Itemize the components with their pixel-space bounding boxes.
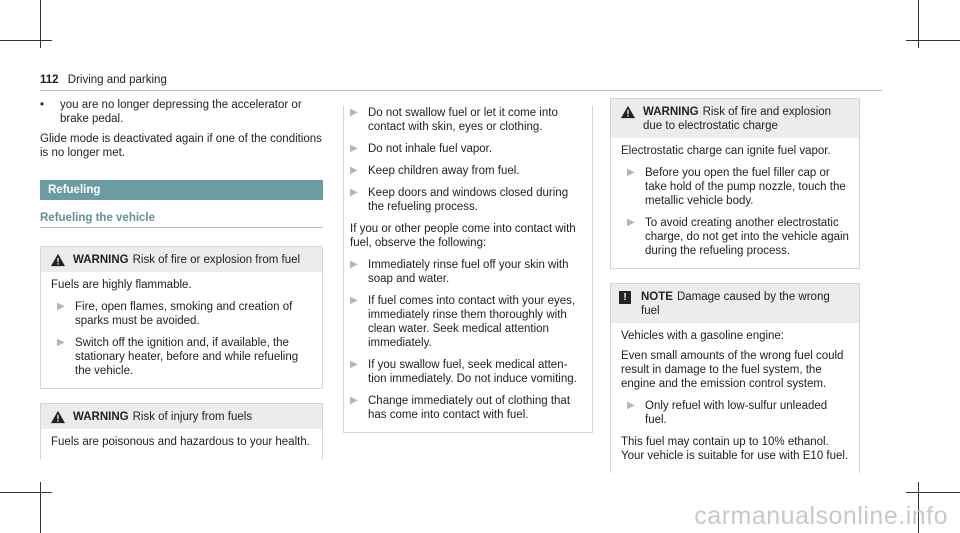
step-triangle-icon: ▶ [350, 259, 358, 270]
warning-body [41, 272, 322, 388]
bullet-dot: • [40, 99, 45, 111]
step-triangle-icon: ▶ [57, 301, 65, 312]
step-item [51, 300, 312, 328]
list-item [40, 98, 323, 126]
warning-title: Risk of fire and explosion due to electrostatic charge [643, 106, 832, 132]
step-triangle-icon: ▶ [627, 167, 635, 178]
warning-text: Electrostatic charge can ignite fuel vapor. [621, 145, 831, 157]
step-item [344, 358, 582, 386]
crop-mark [906, 40, 960, 41]
list-item-text: you are no longer depressing the accelerator or brake pedal. [60, 99, 302, 125]
step-text: If fuel comes into contact with your eyes, immediately rinse them thoroughly with clean water. Seek medical attention immediately. [368, 295, 576, 349]
step-text: Keep doors and windows closed during the refueling process. [368, 187, 569, 213]
step-triangle-icon: ▶ [350, 143, 358, 154]
header-rule [40, 90, 882, 91]
warning-text: Fuels are highly flammable. [51, 279, 192, 291]
step-item [51, 336, 312, 378]
step-text: Immediately rinse fuel off your skin with soap and water. [368, 259, 569, 285]
watermark: carmanualsonline.info [694, 502, 948, 530]
step-triangle-icon: ▶ [350, 165, 358, 176]
warning-label: WARNING [73, 254, 129, 266]
page-number: 112 [40, 74, 59, 86]
step-triangle-icon: ▶ [350, 107, 358, 118]
step-triangle-icon: ▶ [350, 187, 358, 198]
note-header [611, 284, 859, 323]
warning-body [611, 138, 859, 268]
warning-title: Risk of fire or explosion from fuel [132, 254, 301, 266]
step-text: If you swallow fuel, seek medical attention immediately. Do not induce vomiting. [368, 359, 577, 385]
step-text: Change immediately out of clothing that has come into contact with fuel. [368, 395, 571, 421]
column-1 [40, 98, 323, 459]
step-triangle-icon: ▶ [627, 217, 635, 228]
chapter-title: Driving and parking [67, 74, 167, 86]
note-box [610, 283, 860, 473]
page-header [40, 74, 167, 86]
step-item [344, 142, 582, 156]
warning-text: Fuels are poisonous and hazardous to your health. [51, 436, 310, 448]
warning-header [41, 247, 322, 272]
note-label: NOTE [641, 291, 673, 303]
warning-box [610, 98, 860, 269]
note-title: Damage caused by the wrong fuel [641, 291, 830, 317]
step-text: Before you open the fuel filler cap or take hold of the pump nozzle, touch the metallic vehicle body. [645, 167, 846, 207]
note-text: This fuel may contain up to 10% ethanol. Your vehicle is suitable for use with E10 fuel. [621, 436, 849, 462]
step-text: Do not inhale fuel vapor. [368, 143, 493, 155]
warning-header [611, 99, 859, 138]
column-2 [343, 98, 593, 433]
warning-body [41, 429, 322, 459]
crop-mark [0, 492, 52, 493]
step-item [344, 394, 582, 422]
warning-triangle-icon [49, 253, 67, 267]
note-exclamation-icon: ! [619, 291, 631, 304]
section-title: Refueling [40, 180, 323, 200]
warning-box [40, 246, 323, 389]
warning-box [40, 403, 323, 459]
subheading: Refueling the vehicle [40, 212, 323, 228]
warning-title: Risk of injury from fuels [132, 411, 253, 423]
step-text: Switch off the ignition and, if available, the stationary heater, before and while refueling the vehicle. [75, 337, 299, 377]
step-triangle-icon: ▶ [57, 337, 65, 348]
step-item [344, 106, 582, 134]
step-triangle-icon: ▶ [350, 295, 358, 306]
step-item [621, 399, 849, 427]
warning-label: WARNING [73, 411, 129, 423]
note-text: Even small amounts of the wrong fuel could result in damage to the fuel system, the engine and the emission control system. [621, 350, 844, 390]
crop-mark [40, 482, 41, 533]
step-item [621, 166, 849, 208]
step-triangle-icon: ▶ [350, 395, 358, 406]
note-text: Vehicles with a gasoline engine: [621, 330, 785, 342]
note-body [611, 323, 859, 473]
crop-mark [0, 40, 52, 41]
step-text: Keep children away from fuel. [368, 165, 520, 177]
step-text: Do not swallow fuel or let it come into contact with skin, eyes or clothing. [368, 107, 558, 133]
warning-triangle-icon [619, 105, 637, 119]
column-3 [610, 98, 860, 473]
step-item [621, 216, 849, 258]
step-text: Only refuel with low-sulfur unleaded fuel. [645, 400, 828, 426]
paragraph: Glide mode is deactivated again if one of the conditions is no longer met. [40, 133, 322, 159]
warning-header [41, 404, 322, 429]
step-item [344, 258, 582, 286]
warning-triangle-icon [49, 410, 67, 424]
step-text: Fire, open flames, smoking and creation of sparks must be avoided. [75, 301, 293, 327]
warning-label: WARNING [643, 106, 699, 118]
paragraph: If you or other people come into contact with fuel, observe the following: [350, 223, 576, 249]
step-triangle-icon: ▶ [627, 400, 635, 411]
warning-continuation [343, 106, 593, 433]
step-item [344, 164, 582, 178]
crop-mark [906, 492, 960, 493]
step-triangle-icon: ▶ [350, 359, 358, 370]
step-item [344, 186, 582, 214]
step-text: To avoid creating another electrostatic charge, do not get into the vehicle again during the refueling process. [645, 217, 849, 257]
step-item [344, 294, 582, 350]
